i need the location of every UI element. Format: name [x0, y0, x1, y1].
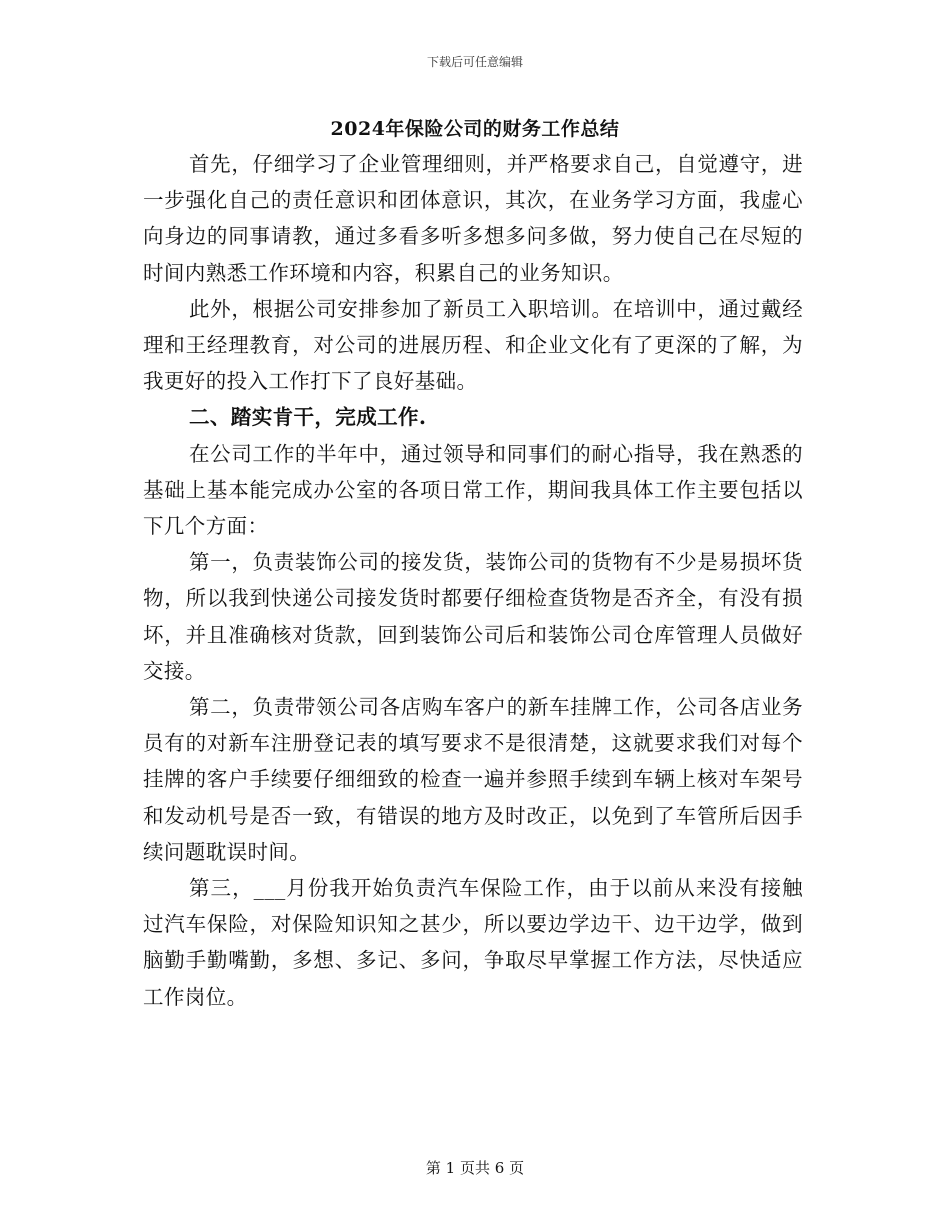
paragraph-training: 此外，根据公司安排参加了新员工入职培训。在培训中，通过戴经理和王经理教育，对公司的进展历程、和企业文化有了更深的了解，为我更好的投入工作打下了良好基础。 — [143, 296, 803, 394]
document-body — [143, 146, 803, 1015]
header-note: 下载后可任意编辑 — [426, 55, 523, 69]
paragraph-study: 首先，仔细学习了企业管理细则，并严格要求自己，自觉遵守，进一步强化自己的责任意识和团体意识，其次，在业务学习方面，我虚心向身边的同事请教，通过多看多听多想多问多做，努力使自己在尽短的时间内熟悉工作环境和内容，积累自己的业务知识。 — [143, 152, 803, 285]
document-title: 2024年保险公司的财务工作总结 — [330, 118, 620, 140]
section-heading-work: 二、踏实肯干，完成工作. — [189, 405, 427, 430]
paragraph-first-duty: 第一，负责装饰公司的接发货，装饰公司的货物有不少是易损坏货物，所以我到快递公司接发货时都要仔细检查货物是否齐全，有没有损坏，并且准确核对货款，回到装饰公司后和装饰公司仓库管理人员做好交接。 — [143, 550, 803, 683]
paragraph-work-intro: 在公司工作的半年中，通过领导和同事们的耐心指导，我在熟悉的基础上基本能完成办公室的各项日常工作，期间我具体工作主要包括以下几个方面： — [143, 441, 803, 539]
paragraph-second-duty: 第二，负责带领公司各店购车客户的新车挂牌工作，公司各店业务员有的对新车注册登记表的填写要求不是很清楚，这就要求我们对每个挂牌的客户手续要仔细细致的检查一遍并参照手续到车辆上核对车架号和发动机号是否一致，有错误的地方及时改正，以免到了车管所后因手续问题耽误时间。 — [143, 695, 803, 864]
paragraph-third-duty: 第三，___月份我开始负责汽车保险工作，由于以前从来没有接触过汽车保险，对保险知识知之甚少，所以要边学边干、边干边学，做到脑勤手勤嘴勤，多想、多记、多问，争取尽早掌握工作方法，尽快适应工作岗位。 — [143, 876, 803, 1009]
page-footer: 第 1 页共 6 页 — [425, 1159, 525, 1177]
